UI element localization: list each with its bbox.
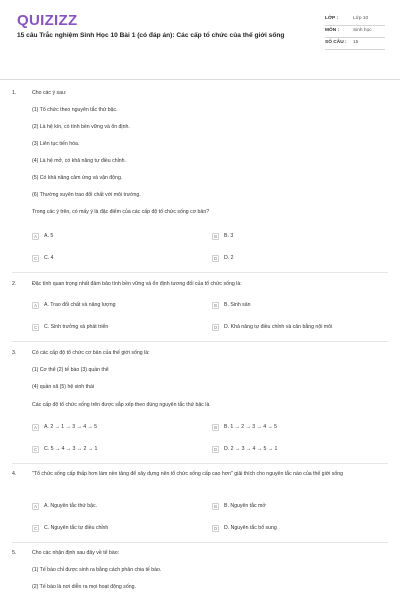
option-badge: D (213, 446, 218, 452)
option-d[interactable] (212, 444, 387, 454)
option-d[interactable] (212, 322, 387, 332)
option-a[interactable] (32, 501, 207, 511)
option-badge: C (33, 255, 38, 261)
question-text: Có các cấp độ tổ chức cơ bản của thế giới sống là: (32, 350, 150, 356)
option-badge: C (33, 324, 38, 330)
option-badge: A (32, 503, 39, 510)
option-a[interactable] (32, 231, 207, 241)
option-text: C. 5 → 4 → 3 → 2 → 1 (44, 446, 98, 452)
statement: (4) Là hệ mở, có khả năng tự điều chỉnh. (32, 158, 126, 164)
option-d[interactable] (212, 523, 387, 533)
option-text: A. 5 (44, 233, 54, 239)
option-a[interactable] (32, 422, 207, 432)
option-text: D. Nguyên tắc bổ sung (224, 525, 277, 531)
meta-value: Lớp 10 (353, 16, 369, 21)
option-text: B. Nguyên tắc mở (224, 503, 266, 509)
header-divider (0, 79, 400, 80)
statement: (3) Liên tục tiến hóa. (32, 141, 80, 147)
options-row (32, 253, 384, 263)
document-title: 15 câu Trắc nghiệm Sinh Học 10 Bài 1 (có đáp án): Các cấp tổ chức của thế giới sống (17, 32, 285, 39)
option-d[interactable] (212, 253, 387, 263)
option-badge: C (33, 446, 38, 452)
question-number: 3. (12, 350, 17, 356)
meta-key: MÔN : (325, 28, 340, 33)
option-badge: B (212, 503, 219, 510)
options-row (32, 422, 384, 432)
question-separator (12, 272, 388, 273)
meta-row-subject (325, 26, 385, 38)
option-b[interactable] (212, 231, 387, 241)
question-prompt: Các cấp độ tổ chức sống trên được sắp xếp theo đúng nguyên tắc thứ bậc là (32, 402, 210, 408)
option-c[interactable] (32, 322, 207, 332)
options-row (32, 231, 384, 241)
meta-row-class (325, 14, 385, 26)
option-text: C. 4 (44, 255, 54, 261)
statement: (2) Là hệ kín, có tính bền vững và ổn định. (32, 124, 130, 130)
statement: (4) quần xã (5) hệ sinh thái (32, 384, 94, 390)
option-text: D. 2 → 3 → 4 → 5 → 1 (224, 446, 278, 452)
option-b[interactable] (212, 300, 387, 310)
option-badge: D (213, 255, 218, 261)
question-text: Cho các ý sau: (32, 90, 67, 96)
option-badge: B (212, 424, 219, 431)
question-text: "Tổ chức sống cấp thấp hơn làm nền tảng để xây dựng nên tổ chức sống cấp cao hơn" giải thích cho nguyên tắc nào của thế giới sống (32, 471, 343, 477)
question-number: 1. (12, 90, 17, 96)
option-text: C. Sinh trưởng và phát triển (44, 324, 109, 330)
option-text: A. Nguyên tắc thứ bậc. (44, 503, 98, 509)
options-row (32, 300, 384, 310)
options-row (32, 322, 384, 332)
meta-panel (325, 14, 385, 50)
option-badge: D (213, 324, 218, 330)
quizizz-logo: QUIZIZZ (17, 12, 78, 29)
option-c[interactable] (32, 444, 207, 454)
option-text: A. Trao đổi chất và năng lượng (44, 302, 116, 308)
option-c[interactable] (32, 253, 207, 263)
options-row (32, 444, 384, 454)
question-separator (12, 341, 388, 342)
question-number: 4. (12, 471, 17, 477)
statement: (2) Tế bào là nơi diễn ra mọi hoạt động sống. (32, 584, 136, 590)
meta-key: LỚP : (325, 16, 339, 21)
option-text: B. 3 (224, 233, 234, 239)
option-badge: D (213, 525, 218, 531)
question-separator (12, 463, 388, 464)
option-b[interactable] (212, 422, 387, 432)
option-text: B. 1 → 2 → 3 → 4 → 5 (224, 424, 278, 430)
options-row (32, 501, 384, 511)
option-badge: B (212, 233, 219, 240)
question-text: Cho các nhận định sau đây về tế bào: (32, 550, 120, 556)
option-badge: A (32, 233, 39, 240)
meta-value: 15 (353, 40, 359, 45)
question-prompt: Trong các ý trên, có mấy ý là đặc điểm của các cấp độ tổ chức sống cơ bản? (32, 209, 210, 215)
statement: (1) Cơ thể (2) tế bào (3) quần thể (32, 367, 109, 373)
statement: (1) Tổ chức theo nguyên tắc thứ bậc. (32, 107, 118, 113)
statement: (5) Có khả năng cảm ứng và vận động. (32, 175, 123, 181)
question-text: Đặc tính quan trọng nhất đảm bảo tính bền vững và ổn định tương đối của tổ chức sống là: (32, 281, 242, 287)
option-text: D. 2 (224, 255, 234, 261)
option-text: D. Khả năng tự điều chỉnh và cân bằng nội môi (224, 324, 333, 330)
option-text: B. Sinh sản (224, 302, 251, 308)
meta-value: Sinh học (353, 28, 372, 33)
option-c[interactable] (32, 523, 207, 533)
question-number: 5. (12, 550, 17, 556)
option-badge: A (32, 424, 39, 431)
statement: (6) Thường xuyên trao đổi chất với môi trường. (32, 192, 141, 198)
option-text: A. 2 → 1 → 3 → 4 → 5 (44, 424, 98, 430)
question-number: 2. (12, 281, 17, 287)
options-row (32, 523, 384, 533)
option-b[interactable] (212, 501, 387, 511)
option-a[interactable] (32, 300, 207, 310)
question-separator (12, 542, 388, 543)
meta-key: SỐ CÂU : (325, 40, 347, 45)
statement: (1) Tế bào chỉ được sinh ra bằng cách phân chia tế bào. (32, 567, 162, 573)
option-badge: B (212, 302, 219, 309)
option-badge: A (32, 302, 39, 309)
meta-row-count (325, 38, 385, 50)
option-text: C. Nguyên tắc tự điều chỉnh (44, 525, 109, 531)
option-badge: C (33, 525, 38, 531)
